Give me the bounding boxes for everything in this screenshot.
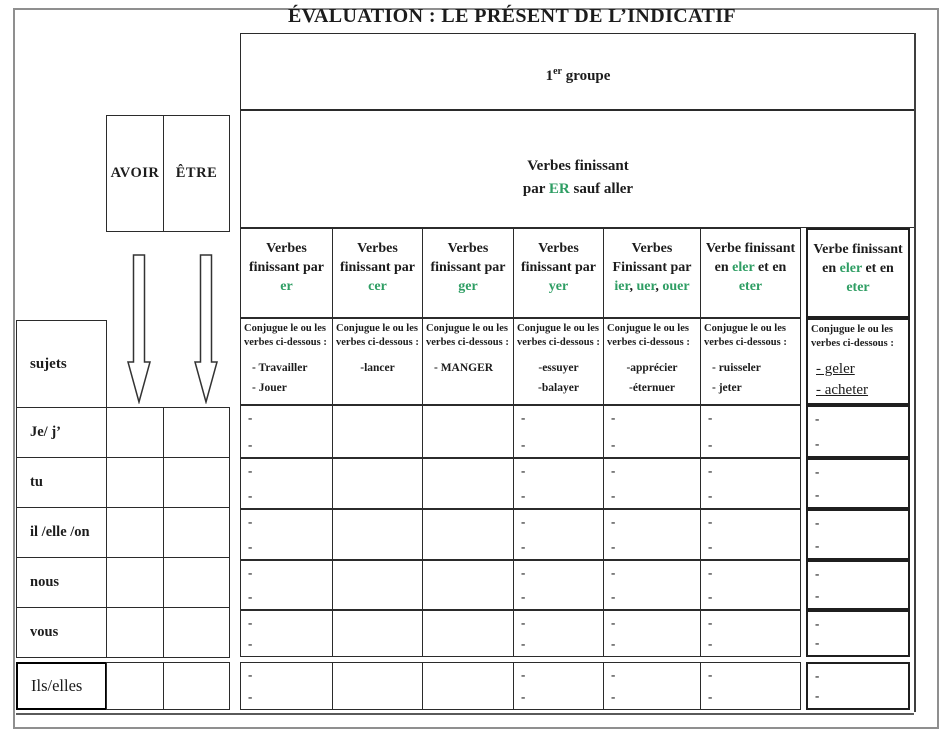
- verb-item: - geler: [816, 361, 855, 378]
- answer-dash: -: [521, 565, 526, 580]
- subject-row: [16, 557, 230, 608]
- answer-dash: -: [248, 437, 253, 453]
- subject-row: [16, 457, 230, 508]
- verb-item: -apprécier: [626, 362, 678, 375]
- answer-cell: [603, 509, 701, 560]
- answer-cell: [806, 560, 910, 610]
- answer-cell: [603, 458, 701, 509]
- answer-dash: -: [815, 487, 820, 503]
- verb-item: -essuyer: [538, 362, 579, 375]
- answer-dash: -: [815, 588, 820, 604]
- answer-cell: [513, 509, 604, 560]
- column-header: Verbes finissant par cer: [332, 228, 423, 318]
- subject-row: [16, 607, 230, 658]
- answer-cell: [422, 509, 514, 560]
- answer-dash: -: [708, 667, 713, 682]
- verb-item: - Travailler: [252, 362, 308, 375]
- answer-cell: [240, 610, 333, 657]
- answer-cell: [163, 457, 230, 508]
- answer-dash: -: [521, 589, 526, 605]
- answer-cell: [332, 509, 423, 560]
- verb-list: [604, 358, 700, 398]
- answer-cell: [332, 610, 423, 657]
- verb-item: - ruisseler: [712, 362, 761, 375]
- answer-dash: -: [521, 463, 526, 478]
- verb-list: [423, 358, 513, 378]
- answer-cell: [106, 457, 164, 508]
- instruction-text: Conjugue le ou les verbes ci-dessous :: [244, 323, 327, 348]
- answer-dash: -: [708, 437, 713, 453]
- verb-column-yer: [513, 228, 604, 710]
- subject-label: tu: [16, 457, 107, 508]
- instruction-text: Conjugue le ou les verbes ci-dessous :: [517, 323, 600, 348]
- answer-dash: -: [521, 636, 526, 652]
- answer-cell: [240, 662, 333, 710]
- answer-cell: [422, 662, 514, 710]
- group-subheader: Verbes finissant par ER sauf aller: [240, 110, 916, 228]
- answer-dash: -: [815, 464, 820, 479]
- answer-cell: [106, 507, 164, 558]
- answer-cell: [106, 407, 164, 458]
- answer-cell: [700, 509, 801, 560]
- instruction-cell: [240, 318, 333, 405]
- answer-dash: -: [708, 589, 713, 605]
- answer-cell: [240, 509, 333, 560]
- answer-cell: [513, 458, 604, 509]
- answer-dash: -: [248, 539, 253, 555]
- answer-dash: -: [611, 589, 616, 605]
- answer-dash: -: [248, 636, 253, 652]
- instruction-text: Conjugue le ou les verbes ci-dessous :: [811, 324, 894, 349]
- column-header: Verbe finissant en eler et en eter: [700, 228, 801, 318]
- answer-cell: [513, 610, 604, 657]
- auxiliaries-box: [106, 115, 230, 232]
- answer-cell: [806, 509, 910, 560]
- auxiliary-etre: ÊTRE: [163, 115, 230, 232]
- answer-dash: -: [708, 539, 713, 555]
- answer-dash: -: [611, 539, 616, 555]
- answer-dash: -: [815, 436, 820, 452]
- verb-column-er: [240, 228, 333, 710]
- answer-dash: -: [708, 410, 713, 425]
- answer-dash: -: [521, 689, 526, 705]
- instruction-cell: [332, 318, 423, 405]
- instruction-cell: [422, 318, 514, 405]
- answer-dash: -: [248, 514, 253, 529]
- column-header: Verbes finissant par yer: [513, 228, 604, 318]
- answer-dash: -: [521, 514, 526, 529]
- table-right-border: [914, 33, 916, 712]
- verb-column-ger: [422, 228, 514, 710]
- verb-column-eler-eter-1: [700, 228, 801, 710]
- answer-dash: -: [611, 689, 616, 705]
- answer-cell: [603, 662, 701, 710]
- subject-label: nous: [16, 557, 107, 608]
- answer-dash: -: [611, 615, 616, 630]
- answer-cell: [422, 610, 514, 657]
- answer-cell: [513, 662, 604, 710]
- answer-dash: -: [248, 488, 253, 504]
- answer-cell: [513, 560, 604, 610]
- answer-cell: [700, 610, 801, 657]
- verb-item: - MANGER: [434, 362, 494, 375]
- answer-dash: -: [815, 515, 820, 530]
- answer-dash: -: [815, 635, 820, 651]
- verb-list: [241, 358, 332, 398]
- answer-dash: -: [521, 667, 526, 682]
- verb-item: - acheter: [816, 381, 869, 398]
- down-arrow-icon: [126, 254, 152, 404]
- answer-dash: -: [611, 636, 616, 652]
- instruction-cell: [603, 318, 701, 405]
- verb-item: -lancer: [360, 362, 395, 375]
- answer-cell: [806, 405, 910, 458]
- verb-column-eler-eter-2: [806, 228, 910, 710]
- table-bottom-border: [16, 713, 914, 715]
- answer-dash: -: [815, 688, 820, 704]
- instruction-text: Conjugue le ou les verbes ci-dessous :: [426, 323, 509, 348]
- verb-item: - Jouer: [252, 382, 287, 395]
- instruction-cell: [513, 318, 604, 405]
- answer-dash: -: [708, 463, 713, 478]
- answer-cell: [163, 507, 230, 558]
- answer-cell: [163, 557, 230, 608]
- answer-cell: [163, 607, 230, 658]
- answer-dash: -: [815, 616, 820, 631]
- answer-cell: [700, 405, 801, 458]
- answer-cell: [603, 610, 701, 657]
- answer-dash: -: [248, 463, 253, 478]
- column-header: Verbe finissant en eler et en eter: [806, 228, 910, 318]
- subject-row: [16, 507, 230, 558]
- answer-dash: -: [248, 689, 253, 705]
- verb-item: -éternuer: [629, 382, 675, 395]
- answer-dash: -: [611, 410, 616, 425]
- verb-item: -balayer: [538, 382, 579, 395]
- answer-cell: [806, 458, 910, 509]
- answer-cell: [332, 458, 423, 509]
- column-header: Verbes finissant par ger: [422, 228, 514, 318]
- instruction-text: Conjugue le ou les verbes ci-dessous :: [704, 323, 787, 348]
- answer-dash: -: [248, 410, 253, 425]
- answer-cell: [422, 458, 514, 509]
- answer-cell: [700, 458, 801, 509]
- subject-label: Ils/elles: [16, 662, 107, 710]
- verb-column-ier-uer-ouer: [603, 228, 701, 710]
- answer-cell: [603, 405, 701, 458]
- answer-cell: [700, 662, 801, 710]
- answer-dash: -: [611, 667, 616, 682]
- subjects-grid: [16, 407, 230, 657]
- subjects-header-cell: sujets: [16, 320, 107, 408]
- answer-dash: -: [248, 615, 253, 630]
- verb-list: [808, 359, 908, 400]
- answer-cell: [332, 662, 423, 710]
- subject-label: il /elle /on: [16, 507, 107, 558]
- column-header: Verbes Finissant par ier, uer, ouer: [603, 228, 701, 318]
- answer-cell: [106, 557, 164, 608]
- answer-dash: -: [611, 565, 616, 580]
- answer-dash: -: [248, 667, 253, 682]
- answer-dash: -: [521, 410, 526, 425]
- answer-dash: -: [611, 488, 616, 504]
- verb-list: [701, 358, 800, 398]
- answer-cell: [806, 662, 910, 710]
- answer-dash: -: [248, 589, 253, 605]
- group-header: 1er groupe: [240, 33, 916, 110]
- answer-dash: -: [611, 463, 616, 478]
- instruction-cell: [700, 318, 801, 405]
- down-arrow-icon: [193, 254, 219, 404]
- answer-dash: -: [521, 488, 526, 504]
- answer-dash: -: [708, 488, 713, 504]
- answer-cell: [422, 560, 514, 610]
- answer-cell: [422, 405, 514, 458]
- answer-cell: [332, 560, 423, 610]
- answer-dash: -: [815, 411, 820, 426]
- verb-list: [514, 358, 603, 398]
- answer-cell: [332, 405, 423, 458]
- answer-cell: [513, 405, 604, 458]
- answer-cell: [163, 407, 230, 458]
- answer-dash: -: [521, 437, 526, 453]
- answer-cell: [240, 458, 333, 509]
- subject-row-last: [16, 662, 230, 710]
- subject-label: vous: [16, 607, 107, 658]
- column-header: Verbes finissant par er: [240, 228, 333, 318]
- answer-cell: [240, 405, 333, 458]
- answer-cell: [806, 610, 910, 657]
- answer-dash: -: [815, 668, 820, 683]
- answer-dash: -: [708, 615, 713, 630]
- subject-row: [16, 407, 230, 458]
- answer-cell: [106, 607, 164, 658]
- answer-dash: -: [708, 636, 713, 652]
- instruction-text: Conjugue le ou les verbes ci-dessous :: [607, 323, 690, 348]
- answer-dash: -: [708, 565, 713, 580]
- answer-cell: [163, 662, 230, 710]
- answer-cell: [603, 560, 701, 610]
- answer-dash: -: [611, 514, 616, 529]
- answer-cell: [240, 560, 333, 610]
- answer-dash: -: [815, 538, 820, 554]
- answer-dash: -: [248, 565, 253, 580]
- subject-label: Je/ j’: [16, 407, 107, 458]
- answer-dash: -: [815, 566, 820, 581]
- answer-dash: -: [708, 514, 713, 529]
- answer-dash: -: [521, 539, 526, 555]
- auxiliary-avoir: AVOIR: [106, 115, 164, 232]
- answer-dash: -: [521, 615, 526, 630]
- instruction-text: Conjugue le ou les verbes ci-dessous :: [336, 323, 419, 348]
- answer-dash: -: [611, 437, 616, 453]
- verb-item: - jeter: [712, 382, 742, 395]
- answer-dash: -: [708, 689, 713, 705]
- answer-cell: [106, 662, 164, 710]
- page-title: ÉVALUATION : LE PRÉSENT DE L’INDICATIF: [287, 5, 737, 27]
- answer-cell: [700, 560, 801, 610]
- verb-column-cer: [332, 228, 423, 710]
- instruction-cell: [806, 318, 910, 405]
- verb-list: [333, 358, 422, 378]
